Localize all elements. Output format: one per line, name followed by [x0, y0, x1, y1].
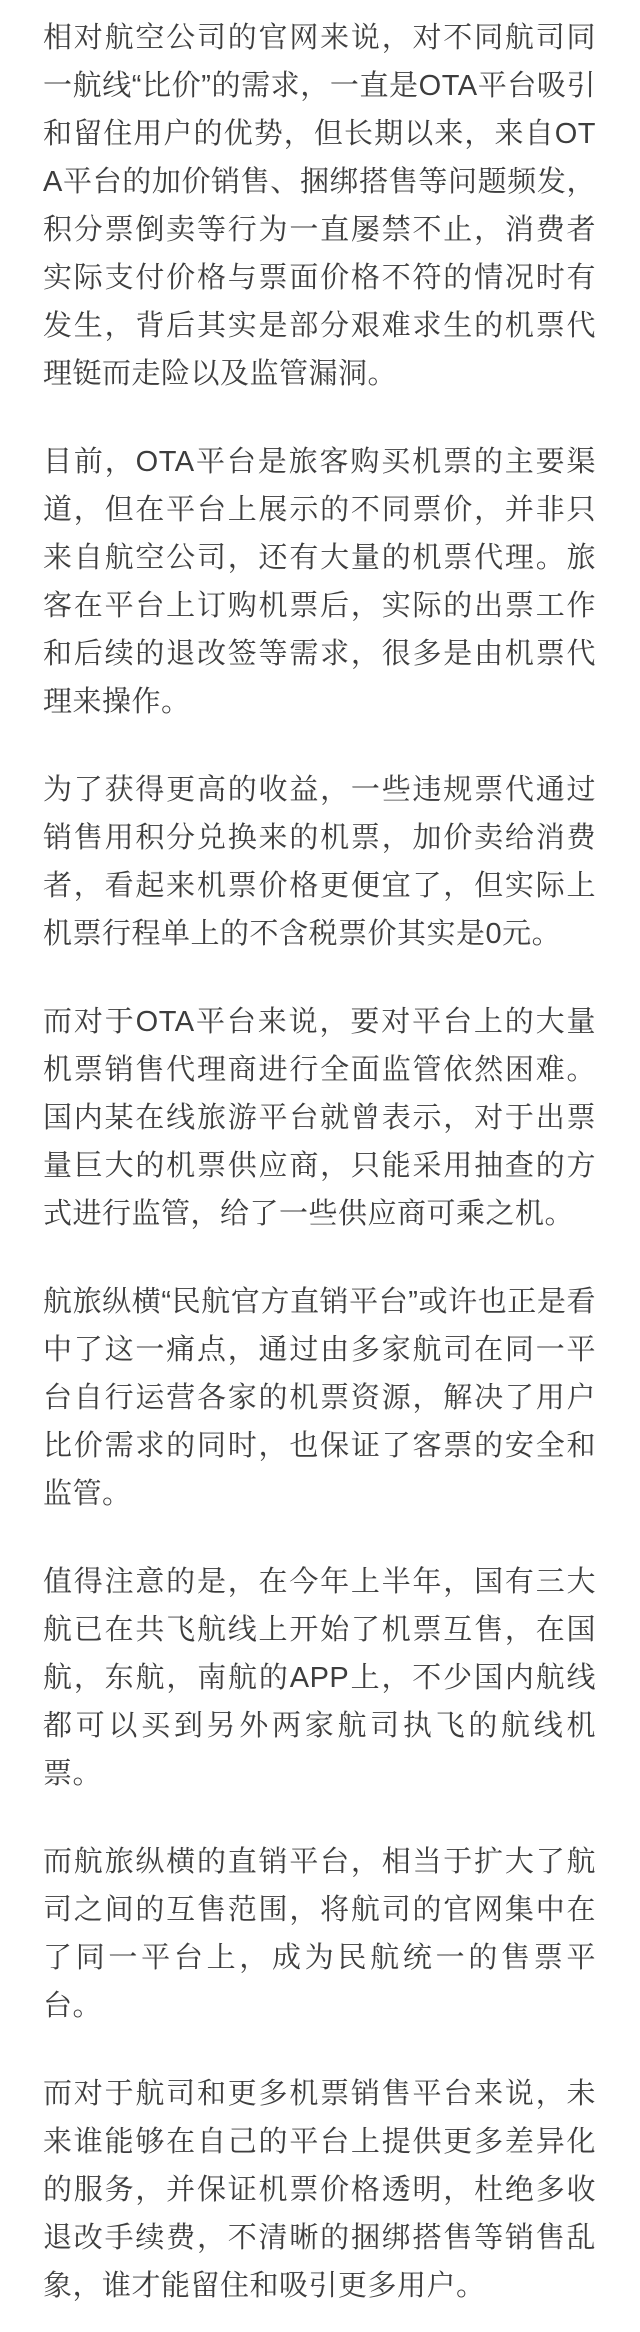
paragraph-umetrip-platform: 航旅纵横“民航官方直销平台”或许也正是看中了这一痛点，通过由多家航司在同一平台自行运营各家的机票资源，解决了用户比价需求的同时，也保证了客票的安全和监管。: [43, 1286, 596, 1510]
paragraph-points-tickets: 为了获得更高的收益，一些违规票代通过销售用积分兑换来的机票，加价卖给消费者，看起来机票价格更便宜了，但实际上机票行程单上的不含税票价其实是0元。: [43, 774, 596, 950]
paragraph-ota-background: 相对航空公司的官网来说，对不同航司同一航线“比价”的需求，一直是OTA平台吸引和留住用户的优势，但长期以来，来自OTA平台的加价销售、捆绑搭售等问题频发，积分票倒卖等行为一直屡禁不止，消费者实际支付价格与票面价格不符的情况时有发生，背后其实是部分艰难求生的机票代理铤而走险以及监管漏洞。: [43, 22, 596, 390]
paragraph-three-airlines-cross-sell: 值得注意的是，在今年上半年，国有三大航已在共飞航线上开始了机票互售，在国航，东航，南航的APP上，不少国内航线都可以买到另外两家航司执飞的航线机票。: [43, 1566, 596, 1790]
paragraph-ota-main-channel: 目前，OTA平台是旅客购买机票的主要渠道，但在平台上展示的不同票价，并非只来自航空公司，还有大量的机票代理。旅客在平台上订购机票后，实际的出票工作和后续的退改签等需求，很多是由机票代理来操作。: [43, 446, 596, 718]
paragraph-supervision-difficulty: 而对于OTA平台来说，要对平台上的大量机票销售代理商进行全面监管依然困难。国内某在线旅游平台就曾表示，对于出票量巨大的机票供应商，只能采用抽查的方式进行监管，给了一些供应商可乘之机。: [43, 1006, 596, 1230]
paragraph-future-outlook: 而对于航司和更多机票销售平台来说，未来谁能够在自己的平台上提供更多差异化的服务，并保证机票价格透明，杜绝多收退改手续费，不清晰的捆绑搭售等销售乱象，谁才能留住和吸引更多用户。: [43, 2078, 596, 2302]
paragraph-expanded-cross-sell: 而航旅纵横的直销平台，相当于扩大了航司之间的互售范围，将航司的官网集中在了同一平台上，成为民航统一的售票平台。: [43, 1846, 596, 2022]
